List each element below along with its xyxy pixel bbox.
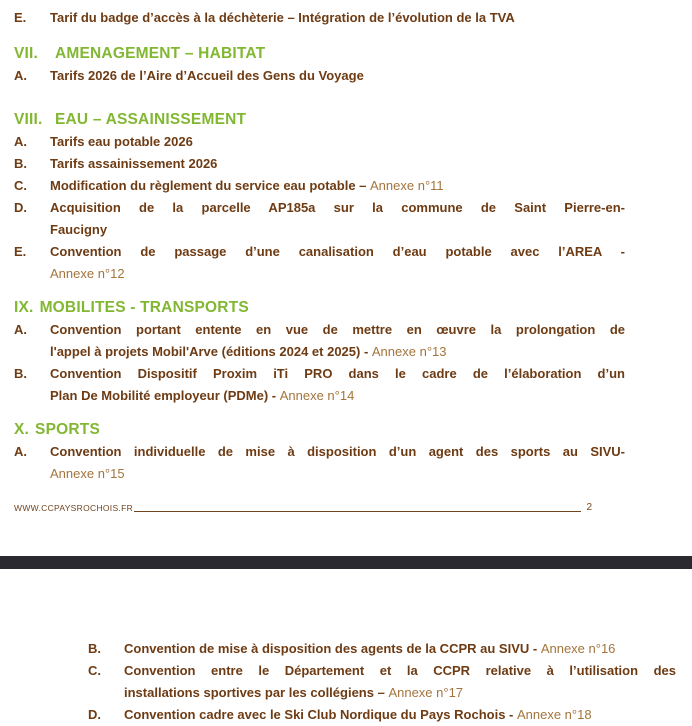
toc-section xyxy=(14,43,625,87)
section-heading xyxy=(14,419,625,441)
toc-item xyxy=(14,441,625,485)
item-lines xyxy=(50,441,625,485)
item-line xyxy=(50,175,625,197)
page-footer xyxy=(14,502,592,514)
item-lines xyxy=(50,153,625,175)
item-text-segment: Convention de mise à disposition des agents de la CCPR au SIVU - xyxy=(124,641,541,656)
item-line xyxy=(50,263,625,285)
item-text-segment: l'appel à projets Mobil'Arve (éditions 2024 et 2025) - xyxy=(50,344,372,359)
toc-item xyxy=(14,153,625,175)
item-letter: A. xyxy=(14,322,27,337)
item-lines xyxy=(50,175,625,197)
item-letter: A. xyxy=(14,134,27,149)
item-text-segment: Plan De Mobilité employeur (PDMe) - xyxy=(50,388,280,403)
section-title: AMENAGEMENT – HABITAT xyxy=(55,45,266,62)
item-letter: A. xyxy=(14,68,27,83)
footer-rule-line xyxy=(134,511,581,512)
toc-item xyxy=(88,704,676,726)
item-text-segment: Convention portant entente en vue de mettre en œuvre la prolongation de xyxy=(50,322,625,337)
item-text-segment: Convention entre le Département et la CCPR relative à l’utilisation des xyxy=(124,663,676,678)
annexe-reference: Annexe n°18 xyxy=(516,707,592,722)
section-number: VIII. xyxy=(14,111,43,128)
item-line xyxy=(50,441,625,463)
item-letter: B. xyxy=(14,366,27,381)
section-heading xyxy=(14,109,625,131)
item-lines xyxy=(50,65,625,87)
item-text-segment: Convention de passage d’une canalisation d’eau potable avec l’AREA - xyxy=(50,244,625,259)
item-lines xyxy=(50,319,625,363)
annexe-reference: Annexe n°13 xyxy=(371,344,447,359)
item-line xyxy=(50,7,625,29)
item-letter: A. xyxy=(14,444,27,459)
section-number: X. xyxy=(14,421,30,438)
section-title: SPORTS xyxy=(35,421,100,438)
item-text-segment: Acquisition de la parcelle AP185a sur la commune de Saint Pierre-en- xyxy=(50,200,625,215)
toc-sections xyxy=(14,43,625,485)
footer-page-number: 2 xyxy=(586,502,592,513)
item-text-segment: Convention cadre avec le Ski Club Nordique du Pays Rochois - xyxy=(124,707,517,722)
annexe-reference: Annexe n°11 xyxy=(370,178,444,193)
annexe-reference: Annexe n°16 xyxy=(540,641,616,656)
toc-pre-items xyxy=(14,7,625,29)
section-heading xyxy=(14,297,625,319)
item-lines xyxy=(124,704,676,726)
toc-item xyxy=(14,131,625,153)
footer-website: WWW.CCPAYSROCHOIS.FR xyxy=(14,503,134,513)
toc-item xyxy=(88,638,676,660)
page-separator-bar xyxy=(0,556,692,569)
item-lines xyxy=(50,197,625,241)
item-line xyxy=(124,638,676,660)
toc-item xyxy=(14,175,625,197)
item-lines xyxy=(50,363,625,407)
item-text-segment: Modification du règlement du service eau potable – xyxy=(50,178,371,193)
toc-items-page3 xyxy=(88,638,676,726)
annexe-reference: Annexe n°12 xyxy=(50,266,125,281)
toc-item xyxy=(14,319,625,363)
item-lines xyxy=(50,7,625,29)
toc-item xyxy=(14,197,625,241)
section-number: IX. xyxy=(14,299,34,316)
item-line xyxy=(50,197,625,219)
toc-section xyxy=(14,419,625,485)
item-text-segment: Tarif du badge d’accès à la déchèterie – Intégration de l’évolution de la TVA xyxy=(50,10,515,25)
section-number: VII. xyxy=(14,45,39,62)
item-lines xyxy=(50,131,625,153)
item-letter: E. xyxy=(14,10,27,25)
item-letter: D. xyxy=(88,707,101,722)
page-2-content xyxy=(14,7,625,485)
item-text-segment: Tarifs assainissement 2026 xyxy=(50,156,218,171)
toc-item xyxy=(14,363,625,407)
toc-section xyxy=(14,109,625,285)
item-line xyxy=(124,704,676,726)
annexe-reference: Annexe n°15 xyxy=(50,466,125,481)
toc-item xyxy=(14,7,625,29)
item-lines xyxy=(124,638,676,660)
toc-item xyxy=(14,241,625,285)
item-line xyxy=(124,660,676,682)
item-text-segment: Tarifs 2026 de l’Aire d’Accueil des Gens du Voyage xyxy=(50,68,364,83)
section-title: MOBILITES - TRANSPORTS xyxy=(39,299,249,316)
item-line xyxy=(50,241,625,263)
item-line xyxy=(50,363,625,385)
item-line xyxy=(124,682,676,704)
item-lines xyxy=(124,660,676,704)
item-text-segment: Convention Dispositif Proxim iTi PRO dans le cadre de l’élaboration d’un xyxy=(50,366,625,381)
item-letter: D. xyxy=(14,200,27,215)
item-letter: C. xyxy=(88,663,101,678)
item-line xyxy=(50,385,625,407)
toc-section xyxy=(14,297,625,407)
item-line xyxy=(50,319,625,341)
item-line xyxy=(50,219,625,241)
item-text-segment: Convention individuelle de mise à disposition d’un agent des sports au SIVU- xyxy=(50,444,625,459)
annexe-reference: Annexe n°14 xyxy=(279,388,355,403)
item-letter: B. xyxy=(14,156,27,171)
item-line xyxy=(50,341,625,363)
item-line xyxy=(50,131,625,153)
page-3-content xyxy=(88,638,676,726)
item-letter: E. xyxy=(14,244,27,259)
section-heading xyxy=(14,43,625,65)
item-line xyxy=(50,153,625,175)
section-title: EAU – ASSAINISSEMENT xyxy=(55,111,247,128)
item-text-segment: Faucigny xyxy=(50,222,108,237)
toc-item xyxy=(14,65,625,87)
item-text-segment: installations sportives par les collégiens – xyxy=(124,685,389,700)
toc-item xyxy=(88,660,676,704)
item-lines xyxy=(50,241,625,285)
item-text-segment: Tarifs eau potable 2026 xyxy=(50,134,193,149)
item-line xyxy=(50,463,625,485)
item-letter: C. xyxy=(14,178,27,193)
item-line xyxy=(50,65,625,87)
annexe-reference: Annexe n°17 xyxy=(388,685,464,700)
item-letter: B. xyxy=(88,641,101,656)
